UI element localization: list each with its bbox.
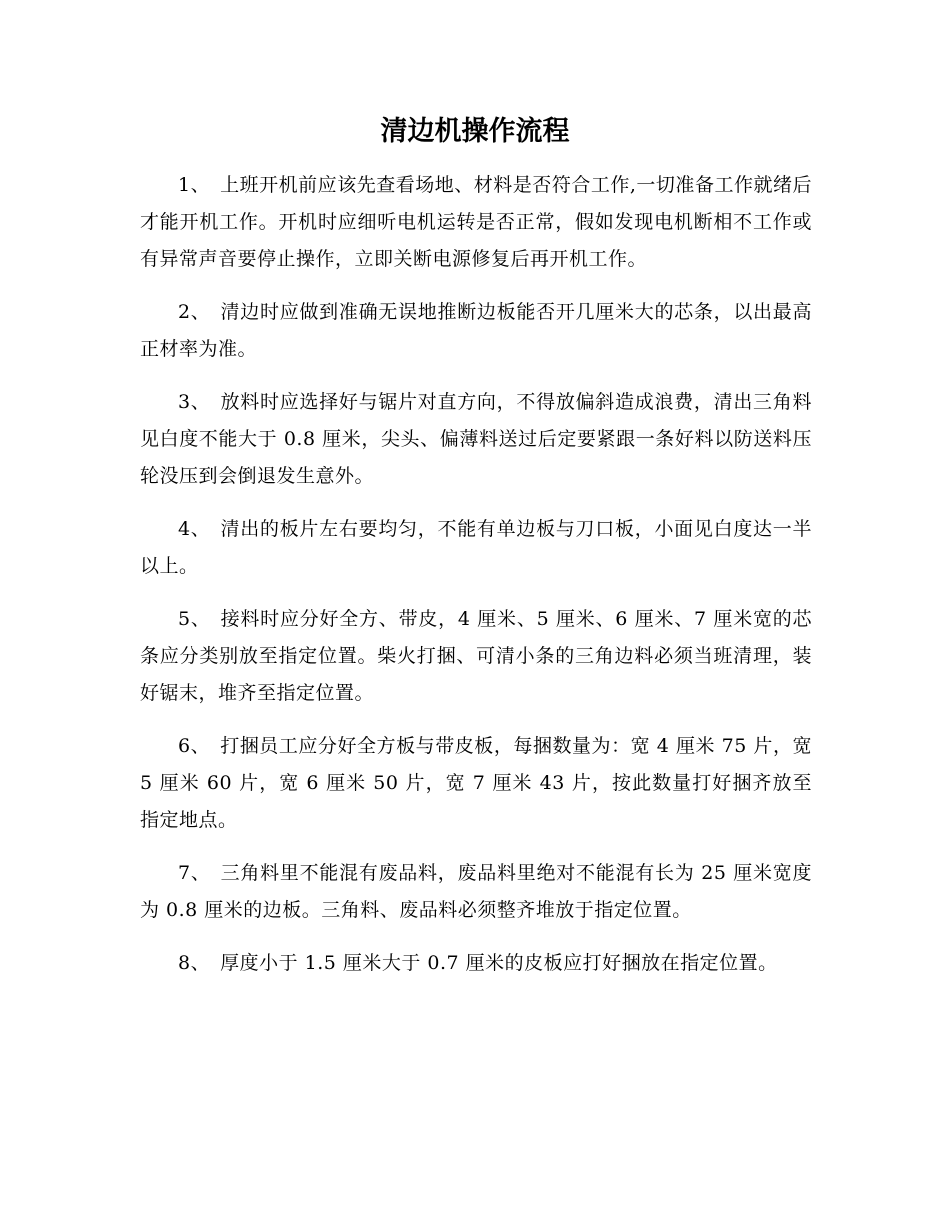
- paragraph-number: 3、: [178, 391, 211, 413]
- paragraph-text: 清边时应做到准确无误地推断边板能否开几厘米大的芯条，以出最高正材率为准。: [140, 301, 812, 360]
- paragraph-8: [140, 945, 812, 982]
- paragraph-text: 三角料里不能混有废品料，废品料里绝对不能混有长为 25 厘米宽度为 0.8 厘米的边板。三角料、废品料必须整齐堆放于指定位置。: [140, 862, 812, 921]
- paragraph-text: 厚度小于 1.5 厘米大于 0.7 厘米的皮板应打好捆放在指定位置。: [220, 952, 778, 974]
- paragraph-6: [140, 728, 812, 839]
- paragraph-number: 6、: [178, 735, 211, 757]
- paragraph-text: 放料时应选择好与锯片对直方向，不得放偏斜造成浪费，清出三角料见白度不能大于 0.8 厘米，尖头、偏薄料送过后定要紧跟一条好料以防送料压轮没压到会倒退发生意外。: [140, 391, 812, 487]
- paragraph-number: 2、: [178, 301, 211, 323]
- paragraph-number: 7、: [178, 862, 211, 884]
- document-title: 清边机操作流程: [380, 116, 570, 147]
- paragraph-text: 上班开机前应该先查看场地、材料是否符合工作,一切准备工作就绪后才能开机工作。开机时应细听电机运转是否正常，假如发现电机断相不工作或有异常声音要停止操作，立即关断电源修复后再开机工作。: [140, 174, 813, 270]
- document-body: [140, 167, 812, 998]
- paragraph-text: 接料时应分好全方、带皮，4 厘米、5 厘米、6 厘米、7 厘米宽的芯条应分类别放至指定位置。柴火打捆、可清小条的三角边料必须当班清理，装好锯末，堆齐至指定位置。: [140, 608, 813, 704]
- paragraph-number: 4、: [178, 518, 211, 540]
- paragraph-number: 1、: [178, 174, 211, 196]
- paragraph-number: 8、: [178, 952, 211, 974]
- paragraph-text: 清出的板片左右要均匀，不能有单边板与刀口板，小面见白度达一半以上。: [140, 518, 812, 577]
- paragraph-text: 打捆员工应分好全方板与带皮板，每捆数量为：宽 4 厘米 75 片，宽 5 厘米 60 片，宽 6 厘米 50 片，宽 7 厘米 43 片，按此数量打好捆齐放至指定地点。: [140, 735, 812, 831]
- paragraph-3: [140, 384, 812, 495]
- paragraph-2: [140, 294, 812, 368]
- paragraph-4: [140, 511, 812, 585]
- paragraph-1: [140, 167, 812, 278]
- paragraph-number: 5、: [178, 608, 211, 630]
- paragraph-7: [140, 855, 812, 929]
- paragraph-5: [140, 601, 812, 712]
